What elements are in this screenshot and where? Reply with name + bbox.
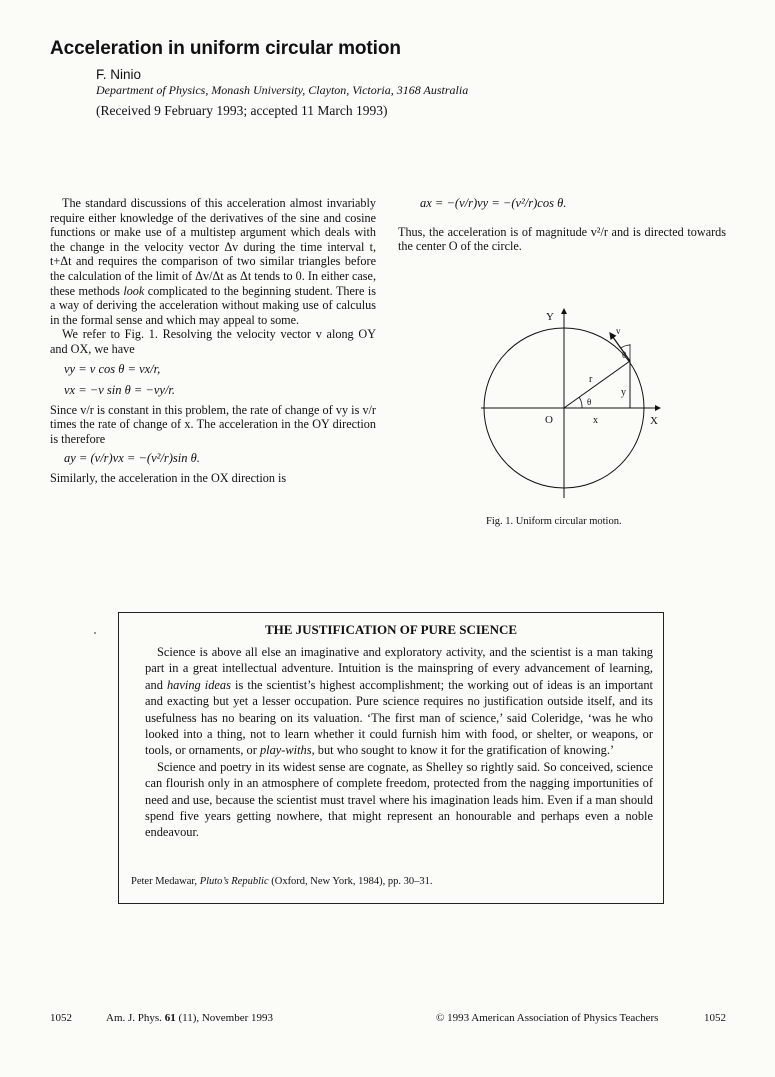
quote-paragraph-2: Science and poetry in its widest sense are cognate, as Shelley so rightly said. So conceived, science can flourish only in an atmosphere of complete freedom, protected from the nagging importunities of need and use, because the scientist must travel where his imagination leads him. Even if a man should spend five years getting nowhere, that might represent an honourable and perhaps even a noble endeavour. <box>145 759 653 840</box>
paragraph-intro: The standard discussions of this acceleration almost invariably require either knowledge of the derivatives of the sine and cosine functions or make use of a multistep argument which deals with the change in the velocity vector Δv during the time interval t, t+Δt and requires the comparison of two similar triangles before the calculation of the limit of Δv/Δt as Δt tends to 0. In either case, these methods look complicated to the beginning student. There is a way of deriving the acceleration without making use of calculus in the formal sense and which may appeal to some. <box>50 196 376 327</box>
theta-arc-top <box>621 345 630 348</box>
emphasis-look: look <box>123 283 145 298</box>
label-Y: Y <box>546 311 554 323</box>
footer-copyright: © 1993 American Association of Physics Teachers <box>436 1012 659 1024</box>
label-theta-center: θ <box>587 397 592 407</box>
received-dates: (Received 9 February 1993; accepted 11 March 1993) <box>96 103 388 118</box>
label-x: x <box>593 415 598 426</box>
figure-caption: Fig. 1. Uniform circular motion. <box>486 516 622 527</box>
footer-page-number-right: 1052 <box>704 1012 726 1024</box>
paragraph-resolve: We refer to Fig. 1. Resolving the velocity vector v along OY and OX, we have <box>50 327 376 356</box>
label-theta-top: θ <box>622 350 627 360</box>
quote-citation: Peter Medawar, Pluto’s Republic (Oxford, New York, 1984), pp. 30–31. <box>131 876 433 887</box>
label-r: r <box>589 374 593 385</box>
footer-volume: 61 <box>164 1012 176 1024</box>
circular-motion-figure <box>478 306 678 506</box>
margin-speck <box>94 632 96 634</box>
left-column <box>50 196 376 486</box>
paragraph-conclusion: Thus, the acceleration is of magnitude v²/r and is directed towards the center O of the circle. <box>398 224 726 254</box>
quote-box <box>118 612 664 904</box>
footer-page-number-left: 1052 <box>50 1012 72 1024</box>
article-title: Acceleration in uniform circular motion <box>50 38 401 59</box>
label-O: O <box>545 414 553 426</box>
quote-paragraph-1: Science is above all else an imaginative and exploratory activity, and the scientist is a man taking part in a great intellectual adventure. Intuition is the mainspring of every advancement of learning, and having ideas is the scientist’s highest accomplishment; the working out of ideas is an important and exacting but yet a lesser occupation. Pure science requires no justification outside itself, and its usefulness has no bearing on its valuation. ‘The first man of science,’ said Coleridge, ‘was he who looked into a thing, not to learn whether it could furnish him with food, or shelter, or weapons, or tools, or ornaments, or play-withs, but who sought to know it for the gratification of knowing.’ <box>145 645 653 758</box>
quote-box-title: THE JUSTIFICATION OF PURE SCIENCE <box>264 622 518 637</box>
equation-vx: vx = −v sin θ = −vy/r. <box>64 382 176 397</box>
citation-book-title: Pluto’s Republic <box>199 876 269 887</box>
author-name: F. Ninio <box>96 67 142 82</box>
paragraph-similarly: Similarly, the acceleration in the OX direction is <box>50 471 287 486</box>
equation-ax: ax = −(v/r)vy = −(v²/r)cos θ. <box>420 196 567 210</box>
paragraph-rate: Since v/r is constant in this problem, the rate of change of vy is v/r times the rate of change of x. The acceleration in the OY direction is therefore <box>50 402 376 446</box>
equation-ay: ay = (v/r)vx = −(v²/r)sin θ. <box>64 451 200 466</box>
emphasis-having-ideas: having ideas <box>166 677 231 692</box>
author-affiliation: Department of Physics, Monash University, Clayton, Victoria, 3168 Australia <box>96 83 469 97</box>
label-X: X <box>650 415 658 427</box>
theta-arc-center <box>579 397 582 408</box>
radius-line <box>564 361 630 408</box>
equation-vy: vy = v cos θ = vx/r, <box>64 361 161 376</box>
right-column <box>398 196 726 254</box>
label-y: y <box>621 387 626 398</box>
label-v: v <box>616 326 621 336</box>
velocity-vector <box>610 333 630 361</box>
quote-box-body <box>145 644 653 841</box>
footer-journal-info: Am. J. Phys. 61 (11), November 1993 <box>106 1012 274 1024</box>
emphasis-play-withs: play-withs, <box>259 743 315 758</box>
